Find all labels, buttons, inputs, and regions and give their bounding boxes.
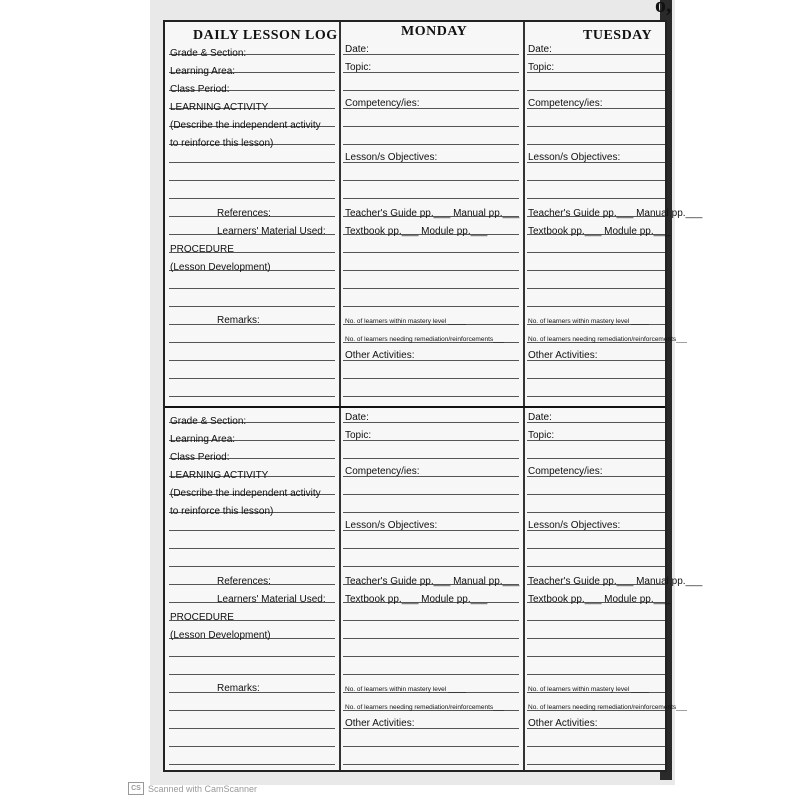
label-competency-2-tue: Competency/ies: xyxy=(528,466,603,477)
label-teachers-guide-1-tue: Teacher's Guide pp.___ Manual pp.___ xyxy=(528,208,703,219)
ruled-line xyxy=(343,656,519,657)
label-textbook-1-mon: Textbook pp.___ Module pp.___ xyxy=(345,226,488,237)
label-lesson-development-1: (Lesson Development) xyxy=(170,262,271,273)
label-textbook-1-tue: Textbook pp.___ Module pp.___ xyxy=(528,226,671,237)
ruled-line xyxy=(527,458,665,459)
ruled-line xyxy=(169,360,335,361)
label-teachers-guide-2-tue: Teacher's Guide pp.___ Manual pp.___ xyxy=(528,576,703,587)
label-objectives-2-tue: Lesson/s Objectives: xyxy=(528,520,621,531)
ruled-line xyxy=(527,396,665,397)
label-teachers-guide-1-mon: Teacher's Guide pp.___ Manual pp.___ xyxy=(345,208,520,219)
ruled-line xyxy=(343,270,519,271)
label-learning-activity-2: LEARNING ACTIVITY xyxy=(170,470,269,481)
label-date-2-mon: Date: xyxy=(345,412,369,423)
header-tuesday: TUESDAY xyxy=(583,28,653,43)
label-objectives-1-tue: Lesson/s Objectives: xyxy=(528,152,621,163)
ruled-line xyxy=(343,548,519,549)
ruled-line xyxy=(169,306,335,307)
label-lesson-development-2: (Lesson Development) xyxy=(170,630,271,641)
ruled-line xyxy=(527,638,665,639)
ruled-line xyxy=(343,746,519,747)
lesson-log-sheet xyxy=(163,20,703,772)
label-other-activities-1-mon: Other Activities: xyxy=(345,350,415,361)
ruled-line xyxy=(343,126,519,127)
label-remediation-1-tue: No. of learners needing remediation/reinforcements___ xyxy=(528,336,687,343)
label-competency-1-mon: Competency/ies: xyxy=(345,98,420,109)
ruled-line xyxy=(169,162,335,163)
ruled-line xyxy=(169,198,335,199)
label-competency-2-mon: Competency/ies: xyxy=(345,466,420,477)
ruled-line xyxy=(527,674,665,675)
ruled-line xyxy=(343,422,519,423)
ruled-line xyxy=(527,656,665,657)
ruled-line xyxy=(527,90,665,91)
ruled-line xyxy=(527,746,665,747)
ruled-line xyxy=(527,764,665,765)
label-remediation-2-tue: No. of learners needing remediation/reinforcements___ xyxy=(528,704,687,711)
ruled-line xyxy=(169,674,335,675)
label-remarks-1: Remarks: xyxy=(217,315,260,326)
label-learning-area-1: Learning Area: xyxy=(170,66,236,77)
label-references-1: References: xyxy=(217,208,271,219)
section-divider xyxy=(165,406,665,408)
ruled-line xyxy=(527,620,665,621)
header-daily-lesson-log: DAILY LESSON LOG xyxy=(193,28,338,43)
label-class-period-1: Class Period: xyxy=(170,84,230,95)
ruled-line xyxy=(343,674,519,675)
ruled-line xyxy=(527,378,665,379)
footer-text: Scanned with CamScanner xyxy=(148,783,258,794)
ruled-line xyxy=(169,180,335,181)
ruled-line xyxy=(343,144,519,145)
ruled-line xyxy=(527,494,665,495)
ruled-line xyxy=(343,638,519,639)
column-divider-left xyxy=(339,22,341,770)
label-date-1-tue: Date: xyxy=(528,44,552,55)
label-grade-section-2: Grade & Section: xyxy=(170,416,247,427)
label-remediation-1-mon: No. of learners needing remediation/reinforcements___ xyxy=(345,336,504,343)
ruled-line xyxy=(169,342,335,343)
label-references-2: References: xyxy=(217,576,271,587)
ruled-line xyxy=(527,144,665,145)
ruled-line xyxy=(527,198,665,199)
ruled-line xyxy=(527,180,665,181)
ruled-line xyxy=(169,548,335,549)
ruled-line xyxy=(169,710,335,711)
ruled-line xyxy=(169,530,335,531)
scanner-footer xyxy=(128,782,257,795)
label-describe-1-1: (Describe the independent activity xyxy=(170,120,321,131)
ruled-line xyxy=(343,288,519,289)
label-remarks-2: Remarks: xyxy=(217,683,260,694)
label-learning-activity-1: LEARNING ACTIVITY xyxy=(170,102,269,113)
camscanner-logo: CS xyxy=(128,782,144,795)
label-topic-2-mon: Topic: xyxy=(345,430,372,441)
ruled-line xyxy=(169,728,335,729)
ruled-line xyxy=(343,180,519,181)
ruled-line xyxy=(343,198,519,199)
label-mastery-1-mon: No. of learners within mastery level _____ xyxy=(345,318,467,325)
label-topic-2-tue: Topic: xyxy=(528,430,555,441)
ruled-line xyxy=(343,252,519,253)
ruled-line xyxy=(527,548,665,549)
corner-text: o, xyxy=(655,0,672,17)
label-procedure-1: PROCEDURE xyxy=(170,244,234,255)
ruled-line xyxy=(527,252,665,253)
ruled-line xyxy=(343,494,519,495)
label-topic-1-mon: Topic: xyxy=(345,62,372,73)
label-teachers-guide-2-mon: Teacher's Guide pp.___ Manual pp.___ xyxy=(345,576,520,587)
ruled-line xyxy=(169,396,335,397)
label-remediation-2-mon: No. of learners needing remediation/reinforcements___ xyxy=(345,704,504,711)
ruled-line xyxy=(169,746,335,747)
label-textbook-2-mon: Textbook pp.___ Module pp.___ xyxy=(345,594,488,605)
header-monday: MONDAY xyxy=(401,24,468,39)
label-competency-1-tue: Competency/ies: xyxy=(528,98,603,109)
label-materials-1: Learners' Material Used: xyxy=(217,226,326,237)
ruled-line xyxy=(169,378,335,379)
label-mastery-1-tue: No. of learners within mastery level _____ xyxy=(528,318,650,325)
ruled-line xyxy=(169,656,335,657)
label-date-1-mon: Date: xyxy=(345,44,369,55)
ruled-line xyxy=(343,620,519,621)
label-describe-2-1: to reinforce this lesson) xyxy=(170,138,274,149)
label-grade-section-1: Grade & Section: xyxy=(170,48,247,59)
label-describe-1-2: (Describe the independent activity xyxy=(170,488,321,499)
ruled-line xyxy=(343,512,519,513)
ruled-line xyxy=(343,378,519,379)
ruled-line xyxy=(343,458,519,459)
label-textbook-2-tue: Textbook pp.___ Module pp.___ xyxy=(528,594,671,605)
ruled-line xyxy=(343,396,519,397)
ruled-line xyxy=(169,764,335,765)
ruled-line xyxy=(343,566,519,567)
label-objectives-2-mon: Lesson/s Objectives: xyxy=(345,520,438,531)
ruled-line xyxy=(343,54,519,55)
label-class-period-2: Class Period: xyxy=(170,452,230,463)
ruled-line xyxy=(527,566,665,567)
label-other-activities-2-mon: Other Activities: xyxy=(345,718,415,729)
label-other-activities-2-tue: Other Activities: xyxy=(528,718,598,729)
label-other-activities-1-tue: Other Activities: xyxy=(528,350,598,361)
ruled-line xyxy=(169,566,335,567)
label-materials-2: Learners' Material Used: xyxy=(217,594,326,605)
label-mastery-2-tue: No. of learners within mastery level _____ xyxy=(528,686,650,693)
label-objectives-1-mon: Lesson/s Objectives: xyxy=(345,152,438,163)
ruled-line xyxy=(527,306,665,307)
ruled-line xyxy=(527,288,665,289)
label-describe-2-2: to reinforce this lesson) xyxy=(170,506,274,517)
column-divider-right xyxy=(523,22,525,770)
ruled-line xyxy=(527,512,665,513)
ruled-line xyxy=(343,306,519,307)
ruled-line xyxy=(343,764,519,765)
ruled-line xyxy=(527,270,665,271)
label-topic-1-tue: Topic: xyxy=(528,62,555,73)
ruled-line xyxy=(343,90,519,91)
label-learning-area-2: Learning Area: xyxy=(170,434,236,445)
ruled-line xyxy=(169,288,335,289)
label-mastery-2-mon: No. of learners within mastery level _____ xyxy=(345,686,467,693)
label-procedure-2: PROCEDURE xyxy=(170,612,234,623)
ruled-line xyxy=(527,126,665,127)
label-date-2-tue: Date: xyxy=(528,412,552,423)
